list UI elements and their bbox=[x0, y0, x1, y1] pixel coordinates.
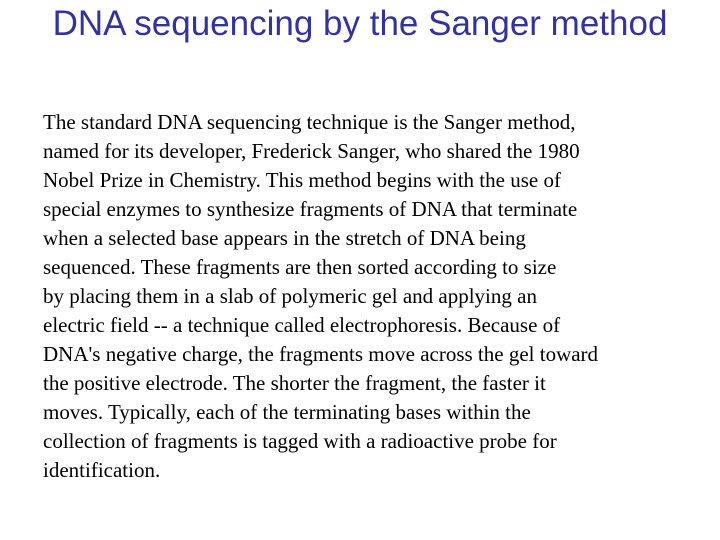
body-text-line: the positive electrode. The shorter the fragment, the faster it bbox=[43, 371, 546, 395]
body-text-line: Nobel Prize in Chemistry. This method begins with the use of bbox=[43, 168, 561, 192]
body-text-line: DNA's negative charge, the fragments move across the gel toward bbox=[43, 342, 599, 366]
body-text-line: electric field -- a technique called electrophoresis. Because of bbox=[43, 313, 561, 337]
body-text-line: when a selected base appears in the stretch of DNA being bbox=[43, 226, 526, 250]
body-text-line: by placing them in a slab of polymeric gel and applying an bbox=[43, 284, 537, 308]
body-text-line: identification. bbox=[43, 458, 161, 482]
slide-title: DNA sequencing by the Sanger method bbox=[52, 4, 668, 43]
body-text-line: The standard DNA sequencing technique is the Sanger method, bbox=[43, 110, 576, 134]
body-text-line: special enzymes to synthesize fragments of DNA that terminate bbox=[43, 197, 578, 221]
body-text-line: named for its developer, Frederick Sanger, who shared the 1980 bbox=[43, 139, 580, 163]
body-text-line: sequenced. These fragments are then sorted according to size bbox=[43, 255, 557, 279]
slide-body-text bbox=[43, 108, 703, 485]
body-text-line: moves. Typically, each of the terminating bases within the bbox=[43, 400, 531, 424]
body-text-line: collection of fragments is tagged with a radioactive probe for bbox=[43, 429, 557, 453]
